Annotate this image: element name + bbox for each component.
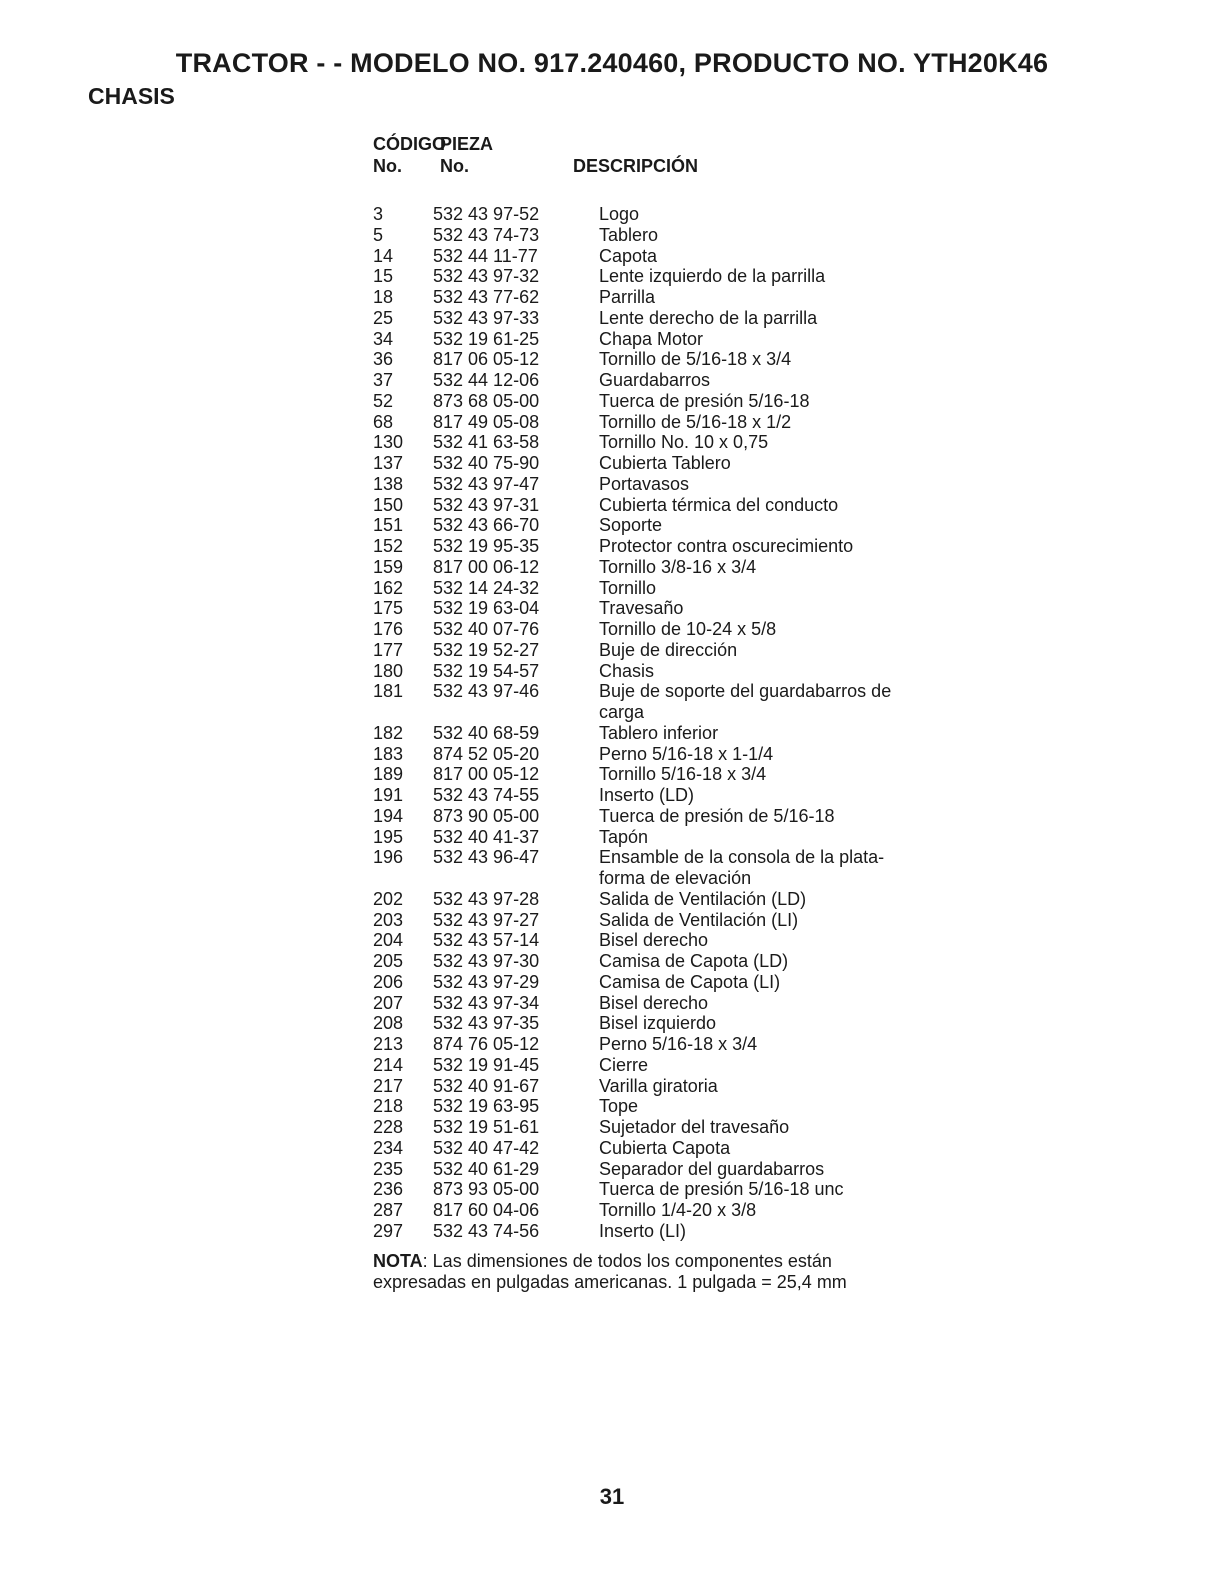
table-row <box>373 1159 933 1180</box>
code-cell: 150 <box>373 494 404 515</box>
part-number-cell: 817 60 04-06 <box>433 1200 540 1220</box>
description-cell: Cubierta Capota <box>599 1137 731 1158</box>
table-row <box>373 515 933 536</box>
table-row <box>373 827 933 848</box>
page-title: TRACTOR - - MODELO NO. 917.240460, PRODUCTO NO. YTH20K46 <box>175 48 1049 78</box>
note-label: NOTA <box>373 1251 423 1271</box>
description-cell: Tornillo No. 10 x 0,75 <box>599 432 769 453</box>
description-cell: Tornillo 1/4-20 x 3/8 <box>599 1200 757 1220</box>
description-cell: Cubierta Tablero <box>599 453 731 473</box>
description-cell: Chasis <box>599 660 655 681</box>
code-cell: 195 <box>373 826 404 847</box>
part-number-cell: 532 43 74-56 <box>433 1220 540 1241</box>
description-cell: Tuerca de presión 5/16-18 <box>599 390 810 411</box>
table-row <box>373 1055 933 1076</box>
part-header-line1: PIEZA <box>440 134 494 154</box>
code-cell: 189 <box>373 764 404 785</box>
table-row <box>373 308 933 329</box>
description-cell: Bisel derecho <box>599 930 709 951</box>
part-number-cell: 532 19 63-95 <box>433 1096 540 1117</box>
table-row <box>373 246 933 267</box>
description-cell: Soporte <box>599 515 663 536</box>
part-number-cell: 532 40 75-90 <box>433 453 540 473</box>
table-row <box>373 910 933 931</box>
code-cell: 214 <box>373 1054 404 1075</box>
table-row <box>373 391 933 412</box>
description-cell: Lente izquierdo de la parrilla <box>599 266 826 287</box>
part-number-cell: 532 40 91-67 <box>433 1075 540 1096</box>
part-number-cell: 874 52 05-20 <box>433 743 540 764</box>
code-cell: 191 <box>373 785 404 805</box>
description-cell: Camisa de Capota (LI) <box>599 971 781 992</box>
part-number-cell: 532 43 97-27 <box>433 909 540 930</box>
table-row <box>373 930 933 951</box>
table-row <box>373 847 933 889</box>
table-row <box>373 536 933 557</box>
table-row <box>373 764 933 785</box>
part-number-cell: 532 43 97-33 <box>433 307 540 328</box>
part-column-header <box>440 133 493 177</box>
description-cell: Tope <box>599 1096 639 1117</box>
description-cell: Guardabarros <box>599 370 711 390</box>
description-cell: Tuerca de presión de 5/16-18 <box>599 805 835 826</box>
description-cell: Tornillo 3/8-16 x 3/4 <box>599 556 757 577</box>
code-cell: 204 <box>373 930 404 951</box>
part-number-cell: 532 43 96-47 <box>433 847 540 868</box>
description-cell: Perno 5/16-18 x 1-1/4 <box>599 743 774 764</box>
part-number-cell: 532 43 97-31 <box>433 494 540 515</box>
part-number-cell: 817 00 06-12 <box>433 556 540 577</box>
code-cell: 3 <box>373 204 384 224</box>
page-number: 31 <box>599 1484 625 1509</box>
parts-table <box>373 204 933 1242</box>
part-number-cell: 873 68 05-00 <box>433 390 540 411</box>
table-row <box>373 1200 933 1221</box>
part-number-cell: 532 40 07-76 <box>433 619 540 639</box>
code-cell: 297 <box>373 1220 404 1241</box>
table-row <box>373 640 933 661</box>
code-cell: 25 <box>373 307 394 328</box>
part-number-cell: 532 19 95-35 <box>433 536 540 556</box>
description-cell: Buje de dirección <box>599 639 738 660</box>
table-row <box>373 495 933 516</box>
part-number-cell: 532 43 97-34 <box>433 992 540 1013</box>
part-number-cell: 532 43 97-29 <box>433 971 540 992</box>
part-number-cell: 532 43 74-73 <box>433 224 540 245</box>
part-number-cell: 532 43 97-30 <box>433 951 540 971</box>
description-cell: Salida de Ventilación (LI) <box>599 909 799 930</box>
code-cell: 235 <box>373 1158 404 1179</box>
description-cell: Protector contra oscurecimiento <box>599 536 854 556</box>
part-number-cell: 532 19 61-25 <box>433 328 540 349</box>
code-cell: 218 <box>373 1096 404 1117</box>
table-row <box>373 349 933 370</box>
part-number-cell: 532 43 66-70 <box>433 515 540 536</box>
table-row <box>373 744 933 765</box>
description-cell: Buje de soporte del guardabarros de carga <box>599 681 892 722</box>
table-row <box>373 578 933 599</box>
table-row <box>373 1013 933 1034</box>
code-cell: 36 <box>373 349 394 370</box>
description-cell: Parrilla <box>599 287 656 307</box>
code-cell: 138 <box>373 473 404 494</box>
code-cell: 18 <box>373 287 394 307</box>
table-row <box>373 681 933 723</box>
code-cell: 14 <box>373 245 394 266</box>
part-number-cell: 532 43 97-35 <box>433 1013 540 1034</box>
table-row <box>373 951 933 972</box>
description-cell: Separador del guardabarros <box>599 1158 825 1179</box>
part-header-line2: No. <box>440 156 469 176</box>
description-cell: Tornillo <box>599 577 657 598</box>
code-cell: 207 <box>373 992 404 1013</box>
table-row <box>373 889 933 910</box>
part-number-cell: 532 43 74-55 <box>433 785 540 805</box>
description-cell: Travesaño <box>599 598 684 619</box>
code-cell: 228 <box>373 1117 404 1137</box>
description-cell: Tablero <box>599 224 659 245</box>
table-row <box>373 370 933 391</box>
table-row <box>373 661 933 682</box>
code-cell: 177 <box>373 639 404 660</box>
description-cell: Inserto (LI) <box>599 1220 687 1241</box>
table-row <box>373 225 933 246</box>
code-cell: 180 <box>373 660 404 681</box>
part-number-cell: 532 19 63-04 <box>433 598 540 619</box>
part-number-cell: 532 19 91-45 <box>433 1054 540 1075</box>
code-cell: 175 <box>373 598 404 619</box>
part-number-cell: 532 43 97-46 <box>433 681 540 702</box>
table-row <box>373 1117 933 1138</box>
part-number-cell: 532 43 77-62 <box>433 287 540 307</box>
description-cell: Cierre <box>599 1054 649 1075</box>
part-number-cell: 817 00 05-12 <box>433 764 540 785</box>
table-row <box>373 1034 933 1055</box>
description-cell: Tapón <box>599 826 649 847</box>
part-number-cell: 532 43 97-52 <box>433 204 540 224</box>
part-number-cell: 532 43 57-14 <box>433 930 540 951</box>
table-row <box>373 1076 933 1097</box>
table-row <box>373 432 933 453</box>
description-cell: Varilla giratoria <box>599 1075 718 1096</box>
table-row <box>373 972 933 993</box>
description-cell: Sujetador del travesaño <box>599 1117 790 1137</box>
code-cell: 236 <box>373 1179 404 1200</box>
code-cell: 159 <box>373 556 404 577</box>
description-cell: Tuerca de presión 5/16-18 unc <box>599 1179 844 1200</box>
description-cell: Tornillo de 10-24 x 5/8 <box>599 619 777 639</box>
code-header-line2: No. <box>373 156 402 176</box>
table-row <box>373 723 933 744</box>
part-number-cell: 817 49 05-08 <box>433 411 540 432</box>
part-number-cell: 532 40 41-37 <box>433 826 540 847</box>
description-cell: Perno 5/16-18 x 3/4 <box>599 1034 758 1054</box>
description-cell: Cubierta térmica del conducto <box>599 494 839 515</box>
table-row <box>373 598 933 619</box>
table-row <box>373 453 933 474</box>
code-cell: 287 <box>373 1200 404 1220</box>
table-row <box>373 557 933 578</box>
part-number-cell: 873 90 05-00 <box>433 805 540 826</box>
table-row <box>373 993 933 1014</box>
table-row <box>373 806 933 827</box>
code-cell: 202 <box>373 888 404 909</box>
code-cell: 130 <box>373 432 404 453</box>
part-number-cell: 532 14 24-32 <box>433 577 540 598</box>
code-cell: 205 <box>373 951 404 971</box>
description-cell: Tornillo de 5/16-18 x 3/4 <box>599 349 792 370</box>
code-column-header <box>373 133 446 177</box>
description-cell: Tornillo 5/16-18 x 3/4 <box>599 764 767 785</box>
description-cell: Bisel derecho <box>599 992 709 1013</box>
code-header-line1: CÓDIGO <box>373 134 447 154</box>
code-cell: 213 <box>373 1034 404 1054</box>
table-row <box>373 266 933 287</box>
description-cell: Inserto (LD) <box>599 785 695 805</box>
code-cell: 206 <box>373 971 404 992</box>
code-cell: 15 <box>373 266 394 287</box>
code-cell: 181 <box>373 681 404 702</box>
description-cell: Logo <box>599 204 640 224</box>
part-number-cell: 532 44 11-77 <box>433 245 538 266</box>
table-row <box>373 204 933 225</box>
table-row <box>373 287 933 308</box>
part-number-cell: 532 40 47-42 <box>433 1137 540 1158</box>
code-cell: 151 <box>373 515 404 536</box>
table-row <box>373 1179 933 1200</box>
description-cell: Chapa Motor <box>599 328 704 349</box>
code-cell: 34 <box>373 328 394 349</box>
code-cell: 162 <box>373 577 404 598</box>
table-row <box>373 619 933 640</box>
code-cell: 5 <box>373 224 384 245</box>
note-text: : Las dimensiones de todos los componentes están expresadas en pulgadas americanas. 1 pulgada = 25,4 mm <box>373 1251 847 1292</box>
description-cell: Portavasos <box>599 473 690 494</box>
part-number-cell: 532 19 51-61 <box>433 1117 540 1137</box>
description-cell: Lente derecho de la parrilla <box>599 307 818 328</box>
code-cell: 234 <box>373 1137 404 1158</box>
part-number-cell: 532 43 97-47 <box>433 473 540 494</box>
code-cell: 194 <box>373 805 404 826</box>
code-cell: 208 <box>373 1013 404 1034</box>
code-cell: 217 <box>373 1075 404 1096</box>
part-number-cell: 532 43 97-32 <box>433 266 540 287</box>
description-cell: Salida de Ventilación (LD) <box>599 888 807 909</box>
description-cell: Tornillo de 5/16-18 x 1/2 <box>599 411 792 432</box>
description-cell: Camisa de Capota (LD) <box>599 951 789 971</box>
part-number-cell: 532 19 52-27 <box>433 639 540 660</box>
table-row <box>373 785 933 806</box>
code-cell: 196 <box>373 847 404 868</box>
part-number-cell: 532 44 12-06 <box>433 370 540 390</box>
description-cell: Tablero inferior <box>599 722 719 743</box>
code-cell: 37 <box>373 370 394 390</box>
part-number-cell: 532 41 63-58 <box>433 432 540 453</box>
part-number-cell: 817 06 05-12 <box>433 349 540 370</box>
part-number-cell: 532 19 54-57 <box>433 660 540 681</box>
table-row <box>373 1096 933 1117</box>
code-cell: 152 <box>373 536 404 556</box>
part-number-cell: 532 40 68-59 <box>433 722 540 743</box>
part-number-cell: 532 40 61-29 <box>433 1158 540 1179</box>
table-row <box>373 1221 933 1242</box>
part-number-cell: 874 76 05-12 <box>433 1034 540 1054</box>
code-cell: 183 <box>373 743 404 764</box>
code-cell: 68 <box>373 411 394 432</box>
code-cell: 182 <box>373 722 404 743</box>
description-cell: Bisel izquierdo <box>599 1013 717 1034</box>
note <box>373 1251 893 1293</box>
description-cell: Ensamble de la consola de la plata- forma de elevación <box>599 847 885 888</box>
code-cell: 52 <box>373 390 394 411</box>
section-title: CHASIS <box>88 83 175 109</box>
part-number-cell: 532 43 97-28 <box>433 888 540 909</box>
code-cell: 137 <box>373 453 404 473</box>
table-row <box>373 329 933 350</box>
table-row <box>373 412 933 433</box>
code-cell: 203 <box>373 909 404 930</box>
description-column-header: DESCRIPCIÓN <box>573 156 699 176</box>
table-row <box>373 1138 933 1159</box>
table-row <box>373 474 933 495</box>
part-number-cell: 873 93 05-00 <box>433 1179 540 1200</box>
code-cell: 176 <box>373 619 404 639</box>
description-cell: Capota <box>599 245 658 266</box>
